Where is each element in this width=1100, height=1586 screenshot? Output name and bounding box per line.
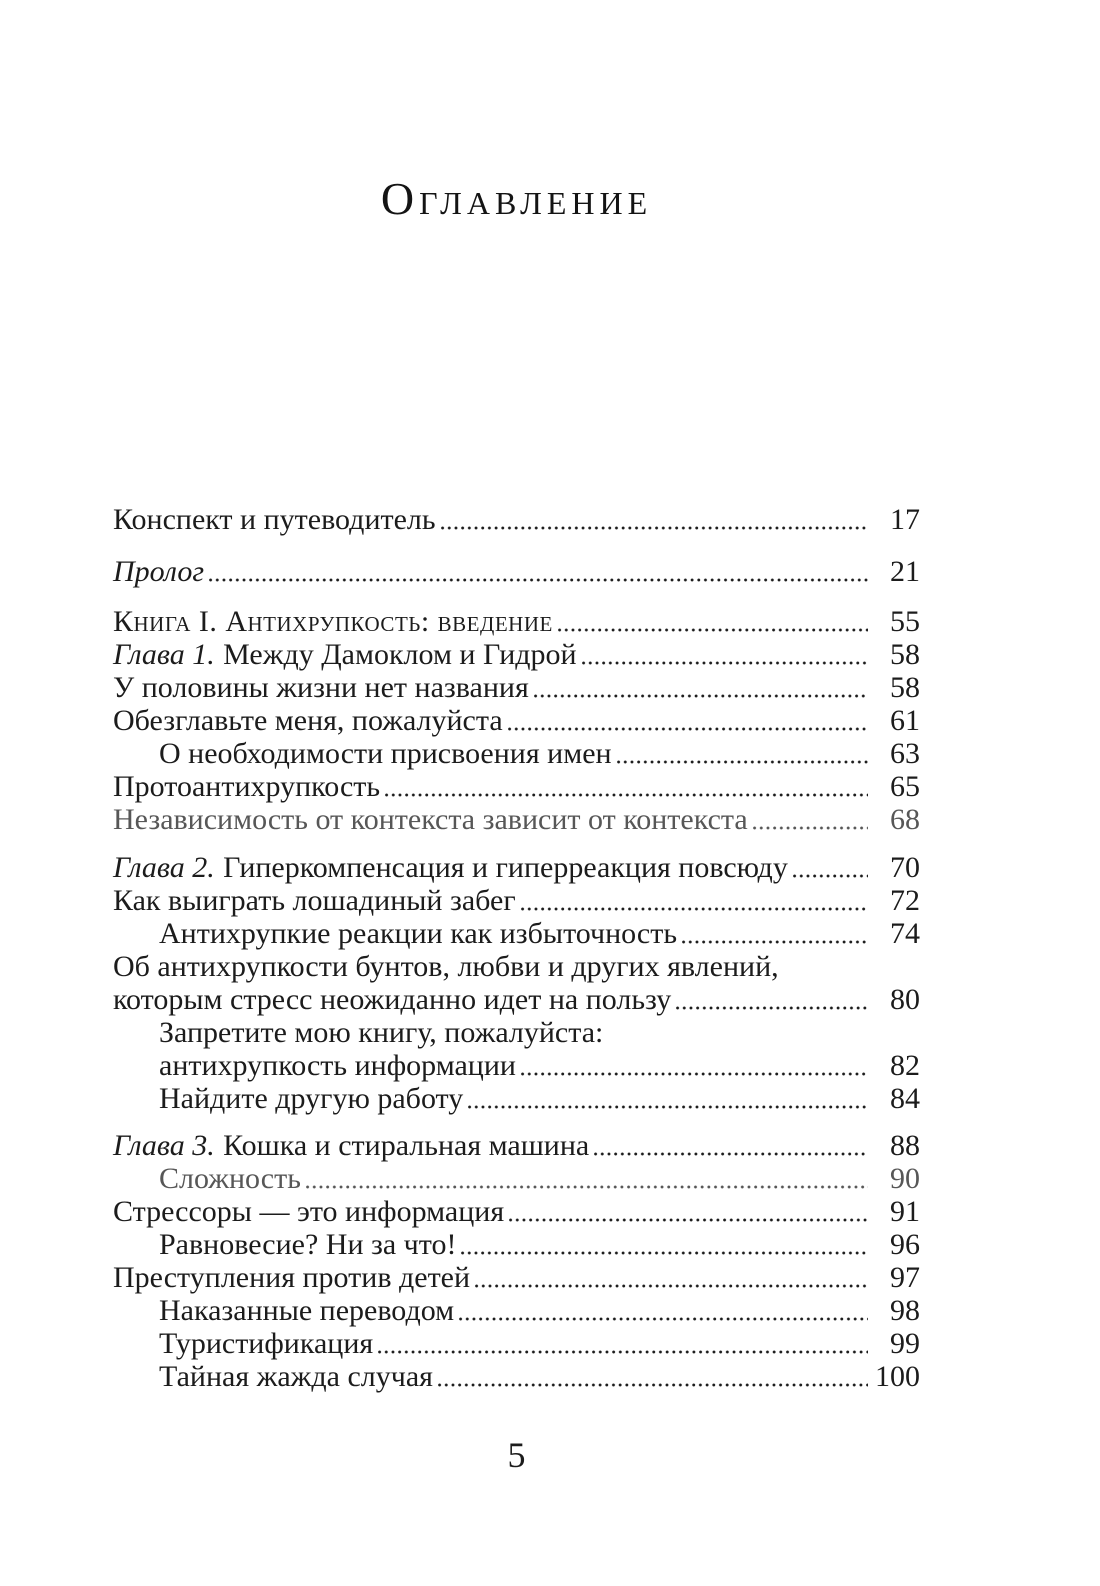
toc-entry-page: 61	[890, 704, 920, 737]
chapter-number: Глава 2.	[113, 851, 215, 884]
toc-entry-page: 99	[890, 1327, 920, 1360]
dot-leader	[753, 825, 868, 831]
toc-entry	[113, 1195, 920, 1228]
toc-entry-page: 98	[890, 1294, 920, 1327]
toc-entry-page: 55	[890, 605, 920, 638]
toc-entry	[113, 884, 920, 917]
dot-leader	[306, 1184, 868, 1190]
toc-entry	[113, 1294, 920, 1327]
toc-entry-page: 97	[890, 1261, 920, 1294]
toc-entry-label: Запретите мою книгу, пожалуйста:	[159, 1016, 604, 1049]
chapter-title: Между Дамоклом и Гидрой	[223, 638, 577, 671]
toc-entry-page: 63	[890, 737, 920, 770]
toc-entry	[113, 503, 920, 536]
chapter-title: Кошка и стиральная машина	[223, 1129, 590, 1162]
toc-entry-page: 88	[890, 1129, 920, 1162]
toc-entry	[113, 983, 920, 1016]
toc-entry	[113, 1327, 920, 1360]
dot-leader	[582, 660, 868, 666]
dot-leader	[676, 1005, 868, 1011]
dot-leader	[441, 525, 868, 531]
toc-entry	[113, 671, 920, 704]
toc-entry	[113, 1360, 920, 1393]
toc-entry	[113, 1082, 920, 1115]
toc-entry-page: 84	[890, 1082, 920, 1115]
dot-leader	[468, 1104, 868, 1110]
toc-entry-label: Как выиграть лошадиный забег	[113, 884, 516, 917]
dot-leader	[438, 1382, 868, 1388]
toc-entry	[113, 1162, 920, 1195]
dot-leader	[682, 939, 868, 945]
toc-entry-page: 65	[890, 770, 920, 803]
toc-entry	[113, 770, 920, 803]
dot-leader	[475, 1283, 868, 1289]
dot-leader	[385, 792, 868, 798]
toc-entry-label: Протоантихрупкость	[113, 770, 381, 803]
dot-leader	[594, 1151, 868, 1157]
dot-leader	[521, 906, 868, 912]
dot-leader	[508, 726, 868, 732]
chapter-number: Глава 3.	[113, 1129, 215, 1162]
toc-entry-label: Наказанные переводом	[159, 1294, 455, 1327]
toc-entry	[113, 1129, 920, 1162]
toc-entry	[113, 737, 920, 770]
toc-entry-label: Сложность	[159, 1162, 301, 1195]
toc-entry-page: 68	[890, 803, 920, 836]
toc-entry	[113, 1261, 920, 1294]
toc-entry	[113, 638, 920, 671]
toc-entry	[113, 1049, 920, 1082]
dot-leader	[459, 1316, 868, 1322]
toc-entry-page: 74	[890, 917, 920, 950]
toc-entry	[113, 555, 920, 588]
toc-entry-page: 17	[890, 503, 920, 536]
toc-entry-page: 58	[890, 671, 920, 704]
toc-entry-label: Обезглавьте меня, пожалуйста	[113, 704, 503, 737]
toc-entry-label: Книга I. Антихрупкость: введение	[113, 605, 553, 638]
toc-entry	[113, 1228, 920, 1261]
dot-leader	[793, 873, 868, 879]
toc-entry-label: Независимость от контекста зависит от контекста	[113, 803, 748, 836]
toc-entry-label	[113, 1129, 589, 1162]
chapter-title: Гиперкомпенсация и гиперреакция повсюду	[223, 851, 788, 884]
toc-entry-label: Туристификация	[159, 1327, 374, 1360]
dot-leader	[378, 1349, 868, 1355]
toc-entry-label	[113, 638, 577, 671]
dot-leader	[521, 1071, 868, 1077]
toc-entry-continued	[113, 950, 920, 983]
toc-entry-page: 21	[890, 555, 920, 588]
toc-entry-page: 82	[890, 1049, 920, 1082]
toc-entry-page: 96	[890, 1228, 920, 1261]
dot-leader	[461, 1250, 868, 1256]
toc-entry-page: 91	[890, 1195, 920, 1228]
toc-entry-label: Конспект и путеводитель	[113, 503, 436, 536]
toc-entry-label	[113, 851, 788, 884]
toc-entry-page: 72	[890, 884, 920, 917]
toc-entry-label: Пролог	[113, 555, 205, 588]
toc-entry-page: 58	[890, 638, 920, 671]
toc-entry	[113, 704, 920, 737]
toc-entry-label: Антихрупкие реакции как избыточность	[159, 917, 677, 950]
toc-entry-label: Равновесие? Ни за что!	[159, 1228, 457, 1261]
dot-leader	[558, 627, 868, 633]
dot-leader	[534, 693, 868, 699]
dot-leader	[617, 759, 868, 765]
toc-entry-page: 80	[890, 983, 920, 1016]
table-of-contents	[113, 503, 920, 1393]
toc-entry-label: Преступления против детей	[113, 1261, 471, 1294]
toc-entry-label: антихрупкость информации	[159, 1049, 516, 1082]
toc-entry-label: Найдите другую работу	[159, 1082, 464, 1115]
toc-entry-label: которым стресс неожиданно идет на пользу	[113, 983, 672, 1016]
toc-entry	[113, 803, 920, 836]
toc-entry-page: 90	[890, 1162, 920, 1195]
page-number: 5	[507, 1435, 526, 1475]
toc-entry-label: Тайная жажда случая	[159, 1360, 433, 1393]
toc-entry-page: 100	[875, 1360, 920, 1393]
toc-entry	[113, 917, 920, 950]
toc-entry	[113, 851, 920, 884]
toc-entry	[113, 605, 920, 638]
toc-entry-label: Об антихрупкости бунтов, любви и других явлений,	[113, 950, 779, 983]
toc-entry-continued	[113, 1016, 920, 1049]
toc-entry-page: 70	[890, 851, 920, 884]
page-title: Оглавление	[380, 173, 653, 224]
dot-leader	[209, 577, 868, 583]
toc-entry-label: Стрессоры — это информация	[113, 1195, 505, 1228]
chapter-number: Глава 1.	[113, 638, 215, 671]
toc-entry-label: У половины жизни нет названия	[113, 671, 529, 704]
dot-leader	[509, 1217, 868, 1223]
toc-entry-label: О необходимости присвоения имен	[159, 737, 612, 770]
